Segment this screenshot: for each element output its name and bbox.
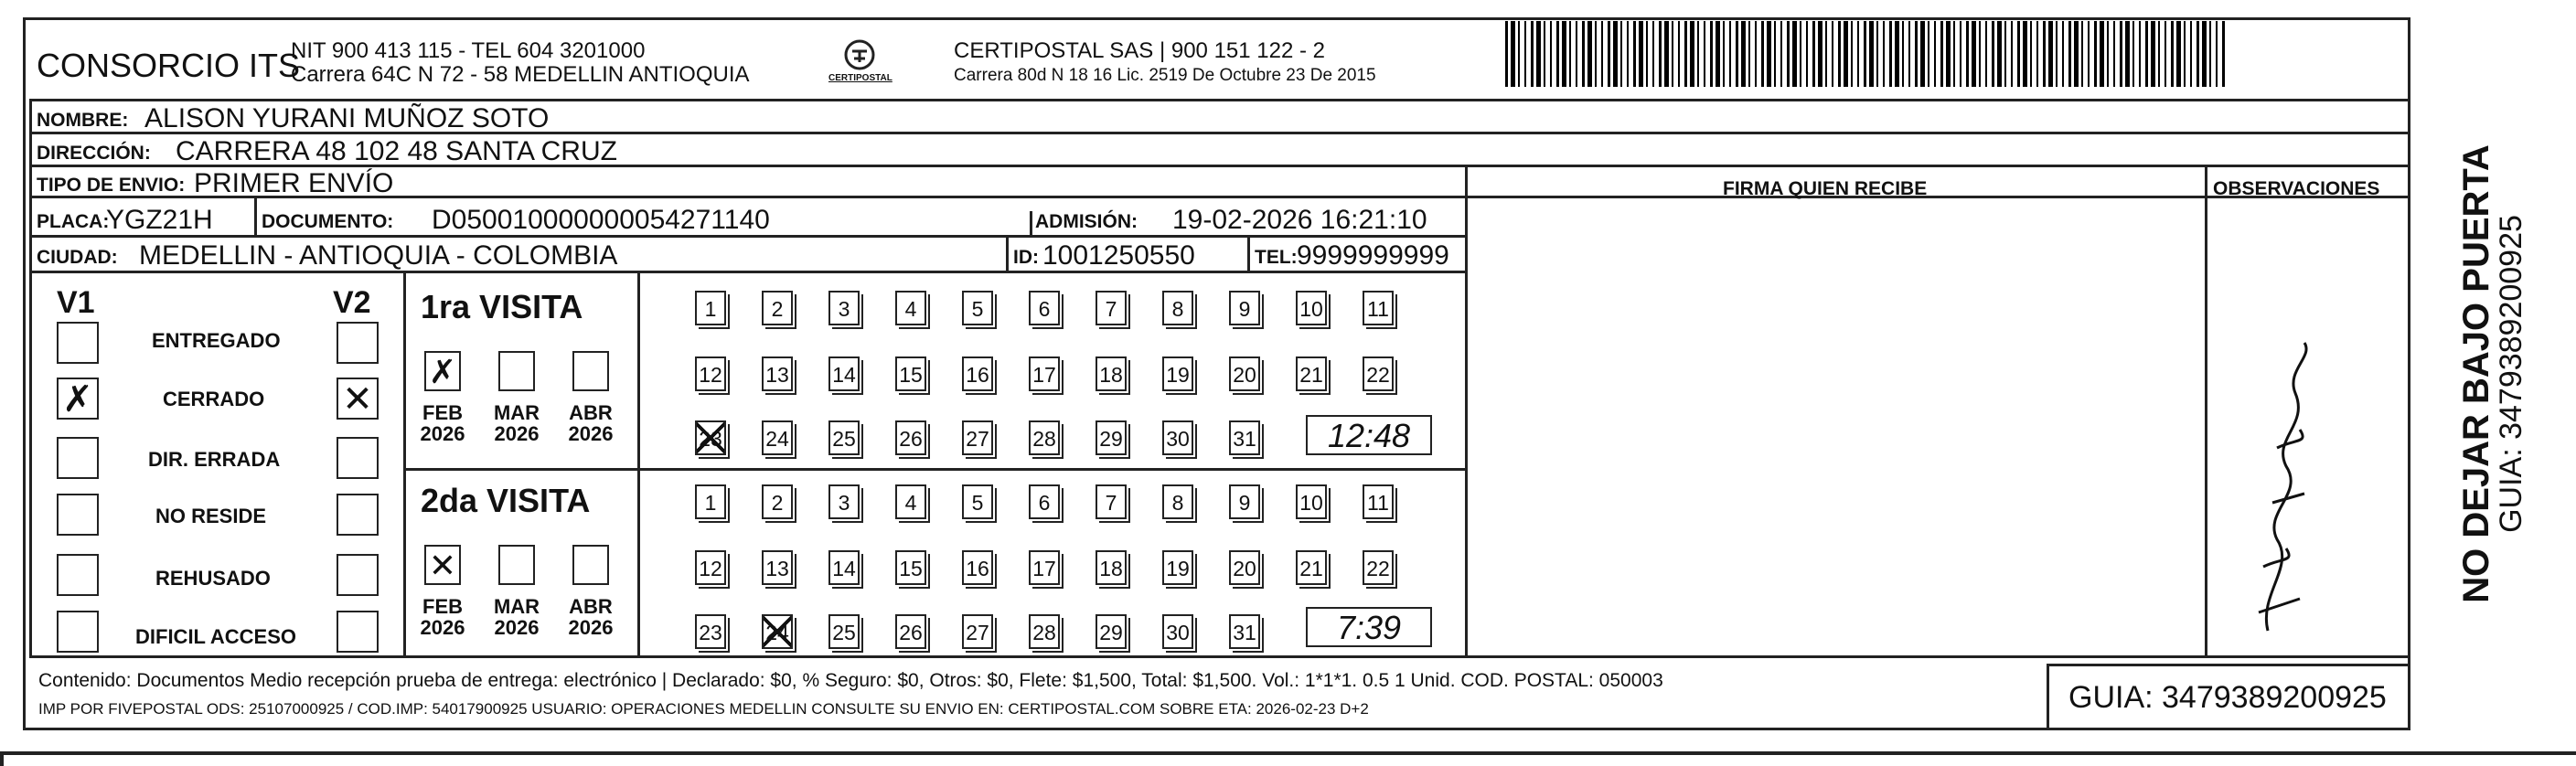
status-dir-errada: DIR. ERRADA xyxy=(148,448,281,471)
tel-value: 9999999999 xyxy=(1297,240,1449,271)
visit-1-day-9[interactable]: 9 xyxy=(1229,291,1260,325)
v1-check-dir-errada[interactable] xyxy=(57,437,99,479)
visit-2-day-1[interactable]: 1 xyxy=(695,484,726,519)
visit-1-day-15[interactable]: 15 xyxy=(895,356,926,391)
footer-contenido: Contenido: Documentos Medio recepción prueba de entrega: electrónico | Declarado: $0, % Seguro: $0, Otros: $0, Flete: $1,500, Total: $1,500. Vol.: 1*1*1. 0.5 1 Unid. COD. POSTAL: 050003 xyxy=(38,670,1663,691)
row-direccion xyxy=(31,134,2410,167)
visit-1-day-22[interactable]: 22 xyxy=(1363,356,1394,391)
visit-1-day-20[interactable]: 20 xyxy=(1229,356,1260,391)
row-tipo xyxy=(31,167,2410,198)
visit-1-day-31[interactable]: 31 xyxy=(1229,420,1260,455)
visit-1-day-5[interactable]: 5 xyxy=(962,291,993,325)
visit-1-day-19[interactable]: 19 xyxy=(1162,356,1193,391)
certipostal-logo xyxy=(828,37,893,88)
v1-check-rehusado[interactable] xyxy=(57,554,99,596)
visit-2-day-23[interactable]: 23 xyxy=(695,614,726,649)
v1-label: V1 xyxy=(57,285,95,320)
observaciones-column xyxy=(2205,167,2207,658)
visit-1-day-7[interactable]: 7 xyxy=(1096,291,1127,325)
visit-1-day-30[interactable]: 30 xyxy=(1162,420,1193,455)
visit-2-day-13[interactable]: 13 xyxy=(762,550,793,585)
nombre-value: ALISON YURANI MUÑOZ SOTO xyxy=(144,103,550,133)
visit-2-month-abr-check[interactable] xyxy=(572,545,609,585)
observaciones-header: OBSERVACIONES xyxy=(2213,178,2380,199)
visit-2-day-2[interactable]: 2 xyxy=(762,484,793,519)
direccion-label: DIRECCIÓN: xyxy=(37,143,151,164)
visit-2-month-feb-check[interactable]: ✕ xyxy=(424,545,461,585)
visit-1-day-27[interactable]: 27 xyxy=(962,420,993,455)
row-ciudad xyxy=(31,238,1465,273)
v2-check-rehusado[interactable] xyxy=(337,554,379,596)
visit-1-day-21[interactable]: 21 xyxy=(1296,356,1327,391)
signature xyxy=(2231,338,2332,640)
ciudad-label: CIUDAD: xyxy=(37,247,118,268)
visit-1-title: 1ra VISITA xyxy=(421,288,583,325)
visit-1-day-6[interactable]: 6 xyxy=(1029,291,1060,325)
visit-1-day-23[interactable]: 23 xyxy=(695,420,726,455)
v1-check-no-reside[interactable] xyxy=(57,494,99,536)
visit-2-day-29[interactable]: 29 xyxy=(1096,614,1127,649)
status-dificil-acceso: DIFICIL ACCESO xyxy=(135,625,297,648)
status-cerrado: CERRADO xyxy=(163,388,265,410)
visit-1-month-abr-check[interactable] xyxy=(572,351,609,391)
visit-1-day-28[interactable]: 28 xyxy=(1029,420,1060,455)
visit-2-day-7[interactable]: 7 xyxy=(1096,484,1127,519)
visit-2-day-12[interactable]: 12 xyxy=(695,550,726,585)
visit-1-month-mar: MAR 2026 xyxy=(493,401,540,446)
logo-text: CERTIPOSTAL xyxy=(828,73,893,83)
row-placa xyxy=(31,198,1465,238)
firma-header: FIRMA QUIEN RECIBE xyxy=(1723,178,1928,199)
visit-1-day-2[interactable]: 2 xyxy=(762,291,793,325)
visit-2-day-27[interactable]: 27 xyxy=(962,614,993,649)
visit-2-day-18[interactable]: 18 xyxy=(1096,550,1127,585)
side-warning: NO DEJAR BAJO PUERTA xyxy=(2456,144,2497,603)
bottom-edge xyxy=(0,751,2576,766)
visit-1-month-mar-check[interactable] xyxy=(498,351,535,391)
firma-column xyxy=(1465,167,1468,658)
visit-2-day-4[interactable]: 4 xyxy=(895,484,926,519)
status-no-reside: NO RESIDE xyxy=(155,505,267,527)
company-nit: NIT 900 413 115 - TEL 604 3201000 xyxy=(291,38,646,63)
visit-2-day-28[interactable]: 28 xyxy=(1029,614,1060,649)
visit-1-day-4[interactable]: 4 xyxy=(895,291,926,325)
visit-1-day-26[interactable]: 26 xyxy=(895,420,926,455)
visit-2-day-6[interactable]: 6 xyxy=(1029,484,1060,519)
visit-1-day-16[interactable]: 16 xyxy=(962,356,993,391)
visit-month-divider xyxy=(637,273,640,658)
visit-2-month-mar-check[interactable] xyxy=(498,545,535,585)
id-label: ID: xyxy=(1013,247,1039,268)
row-nombre xyxy=(31,101,2410,134)
visit-1-day-24[interactable]: 24 xyxy=(762,420,793,455)
visit-1-day-14[interactable]: 14 xyxy=(828,356,860,391)
visit-1-day-13[interactable]: 13 xyxy=(762,356,793,391)
visit-2-day-30[interactable]: 30 xyxy=(1162,614,1193,649)
visit-2-time[interactable]: 7:39 xyxy=(1306,607,1432,647)
visit-1-day-12[interactable]: 12 xyxy=(695,356,726,391)
visit-1-day-11[interactable]: 11 xyxy=(1363,291,1394,325)
visit-2-month-abr: ABR 2026 xyxy=(568,595,614,640)
documento-value: D050010000000054271140 xyxy=(432,205,770,235)
visit-2-day-22[interactable]: 22 xyxy=(1363,550,1394,585)
v2-check-dir-errada[interactable] xyxy=(337,437,379,479)
footer-guia: GUIA: 3479389200925 xyxy=(2068,680,2387,715)
visit-2-day-25[interactable]: 25 xyxy=(828,614,860,649)
nombre-label: NOMBRE: xyxy=(37,110,129,131)
carrier-name: CERTIPOSTAL SAS | 900 151 122 - 2 xyxy=(954,38,1325,63)
v2-check-entregado[interactable] xyxy=(337,322,379,364)
visit-1-day-8[interactable]: 8 xyxy=(1162,291,1193,325)
visit-1-month-feb-check[interactable]: ✗ xyxy=(424,351,461,391)
visit-2-day-5[interactable]: 5 xyxy=(962,484,993,519)
status-rehusado: REHUSADO xyxy=(155,567,271,590)
company-name: CONSORCIO ITS xyxy=(37,47,301,84)
barcode xyxy=(1505,21,2228,87)
v2-check-cerrado[interactable]: ✕ xyxy=(337,378,379,420)
admision-value: 19-02-2026 16:21:10 xyxy=(1172,205,1427,235)
v1-check-dificil-acceso[interactable] xyxy=(57,611,99,653)
visit-2-day-8[interactable]: 8 xyxy=(1162,484,1193,519)
visit-1-day-18[interactable]: 18 xyxy=(1096,356,1127,391)
visit-2-day-16[interactable]: 16 xyxy=(962,550,993,585)
admision-label: ADMISIÓN: xyxy=(1035,211,1138,232)
v2-label: V2 xyxy=(333,285,371,320)
documento-label: DOCUMENTO: xyxy=(262,211,394,232)
v1-check-cerrado[interactable]: ✗ xyxy=(57,378,99,420)
direccion-value: CARRERA 48 102 48 SANTA CRUZ xyxy=(176,136,617,166)
placa-value: YGZ21H xyxy=(106,205,213,235)
visit-2-day-11[interactable]: 11 xyxy=(1363,484,1394,519)
side-note xyxy=(2410,17,2575,730)
visit-1-day-3[interactable]: 3 xyxy=(828,291,860,325)
visit-2-day-15[interactable]: 15 xyxy=(895,550,926,585)
visit-1-day-1[interactable]: 1 xyxy=(695,291,726,325)
visit-1-day-10[interactable]: 10 xyxy=(1296,291,1327,325)
ciudad-value: MEDELLIN - ANTIOQUIA - COLOMBIA xyxy=(139,240,618,271)
visit-1-day-25[interactable]: 25 xyxy=(828,420,860,455)
visit-1-time[interactable]: 12:48 xyxy=(1306,415,1432,455)
carrier-address: Carrera 80d N 18 16 Lic. 2519 De Octubre 23 De 2015 xyxy=(954,66,1376,85)
visit-2-day-3[interactable]: 3 xyxy=(828,484,860,519)
visit-2-day-14[interactable]: 14 xyxy=(828,550,860,585)
visit-2-month-mar: MAR 2026 xyxy=(493,595,540,640)
tipo-value: PRIMER ENVÍO xyxy=(194,168,394,198)
tel-label: TEL: xyxy=(1255,247,1298,268)
visit-2-day-21[interactable]: 21 xyxy=(1296,550,1327,585)
visit-1-month-feb: FEB 2026 xyxy=(420,401,465,446)
placa-label: PLACA: xyxy=(37,211,110,232)
visit-2-day-31[interactable]: 31 xyxy=(1229,614,1260,649)
visit-2-title: 2da VISITA xyxy=(421,482,591,519)
side-guia: GUIA: 3479389200925 xyxy=(2494,215,2529,533)
visit-2-month-feb: FEB 2026 xyxy=(420,595,465,640)
v1-check-entregado[interactable] xyxy=(57,322,99,364)
visit-2-day-10[interactable]: 10 xyxy=(1296,484,1327,519)
visit-1-day-17[interactable]: 17 xyxy=(1029,356,1060,391)
visit-divider xyxy=(406,468,1465,471)
visit-2-day-26[interactable]: 26 xyxy=(895,614,926,649)
visit-2-day-20[interactable]: 20 xyxy=(1229,550,1260,585)
company-address: Carrera 64C N 72 - 58 MEDELLIN ANTIOQUIA xyxy=(291,62,750,87)
visit-1-month-abr: ABR 2026 xyxy=(568,401,614,446)
visit-2-day-24[interactable]: 24 xyxy=(762,614,793,649)
v2-check-dificil-acceso[interactable] xyxy=(337,611,379,653)
visit-2-day-9[interactable]: 9 xyxy=(1229,484,1260,519)
footer-impresion: IMP POR FIVEPOSTAL ODS: 25107000925 / COD.IMP: 54017900925 USUARIO: OPERACIONES MEDELLIN CONSULTE SU ENVIO EN: CERTIPOSTAL.COM SOBRE ETA: 2026-02-23 D+2 xyxy=(38,700,1369,718)
id-value: 1001250550 xyxy=(1042,240,1195,271)
v2-check-no-reside[interactable] xyxy=(337,494,379,536)
status-entregado: ENTREGADO xyxy=(152,329,281,352)
visit-2-day-19[interactable]: 19 xyxy=(1162,550,1193,585)
visit-1-day-29[interactable]: 29 xyxy=(1096,420,1127,455)
tipo-label: TIPO DE ENVIO: xyxy=(37,175,186,196)
visit-2-day-17[interactable]: 17 xyxy=(1029,550,1060,585)
